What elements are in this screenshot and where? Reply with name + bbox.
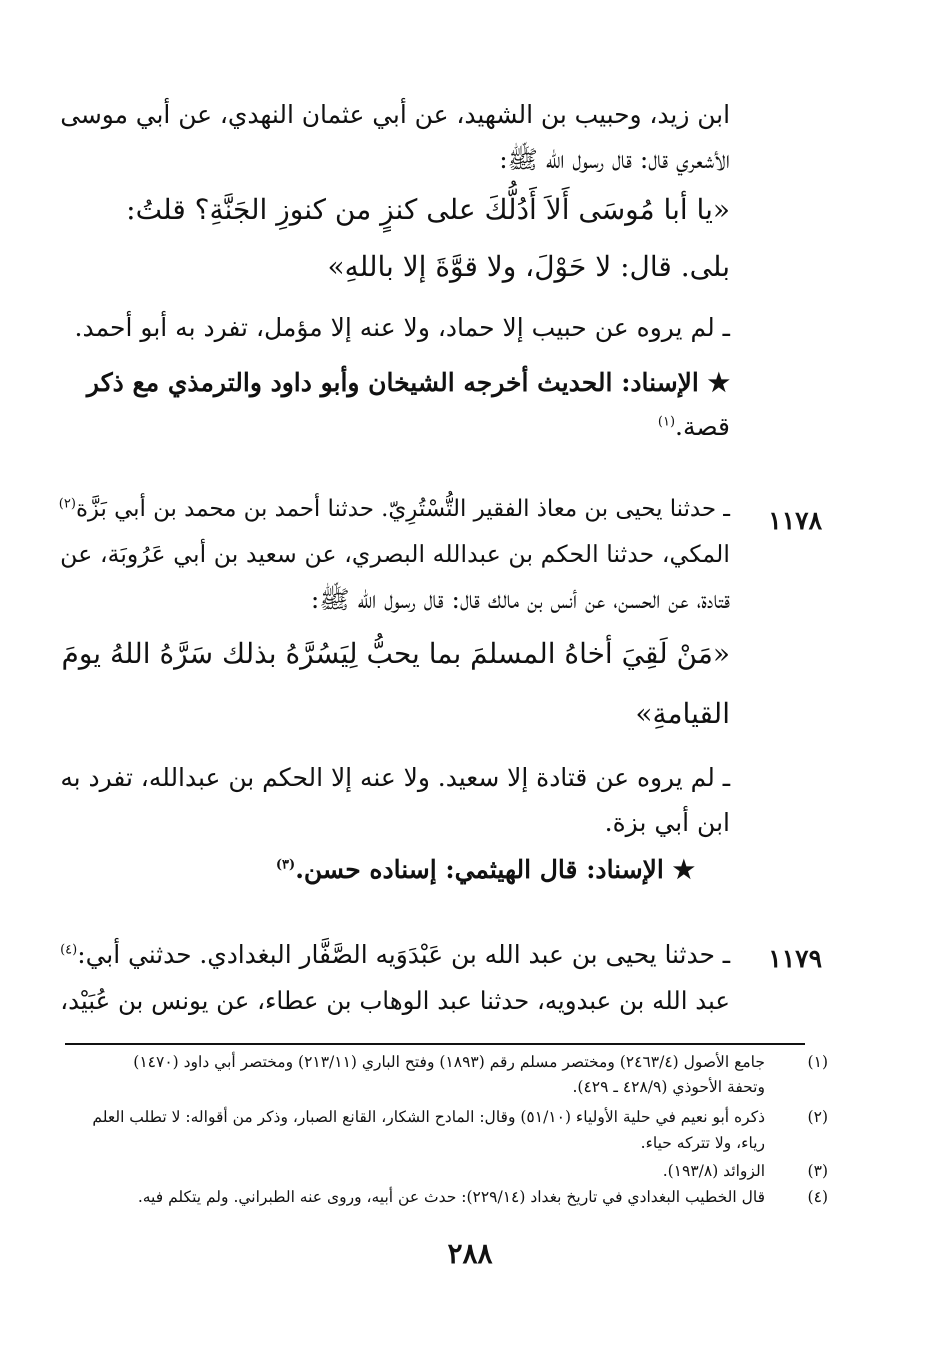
footnote-1-line-1: جامع الأصول (٢٤٦٣/٤) ومختصر مسلم رقم (١٨٩٣) وفتح الباري (٢١٣/١١) ومختصر أبي داود (١٤٧٠)	[133, 1053, 765, 1071]
footnote-separator	[65, 1043, 805, 1045]
hadith-1179-line-2: عبد الله بن عبدويه، حدثنا عبد الوهاب بن عطاء، عن يونس بن عُبَيْد،	[60, 986, 730, 1015]
footnote-ref-4[interactable]: (٤)	[60, 942, 78, 958]
hadith-quote-line-1: «يا أبا مُوسَى أَلاَ أَدُلُّكَ على كنزٍ من كنوزِ الجَنَّةِ؟ قلتُ:	[126, 193, 730, 226]
text-line-1: ابن زيد، وحبيب بن الشهيد، عن أبي عثمان النهدي، عن أبي موسى	[60, 100, 730, 129]
isnad-line-3: ★ الإسناد: قال الهيثمي: إسناده حسن.$^{(٣)}$	[275, 855, 695, 884]
footnote-1-line-2: وتحفة الأحوذي (٤٢٨/٩ ـ ٤٢٩).	[572, 1078, 765, 1096]
text-line-2: الأشعري قال: قال رسول الله ﷺ:	[499, 145, 730, 174]
hadith-1179-line-1: ـ حدثنا يحيى بن عبد الله بن عَبْدَوَيه الصَّفَّار البغدادي. حدثني أبي:$^{(٤)}$	[60, 940, 730, 969]
commentary-line-3: ابن أبي بزة.	[604, 808, 730, 837]
hadith-quote-line-2: بلى. قال: لا حَوْلَ، ولا قوَّةَ إلا باللهِ»	[327, 250, 730, 283]
footnote-3-number: (٣)	[807, 1162, 828, 1180]
isnad-line-2: قصة.$^{(١)}$	[657, 412, 730, 441]
isnad-line-1: ★ الإسناد: الحديث أخرجه الشيخان وأبو داود والترمذي مع ذكر	[86, 368, 730, 397]
hadith-number-1179: ١١٧٩	[768, 944, 822, 973]
hadith-quote-line-4: القيامةِ»	[635, 697, 730, 730]
hadith-number-1178: ١١٧٨	[768, 506, 822, 535]
footnote-1-number: (١)	[807, 1053, 828, 1071]
footnote-ref-1[interactable]: (١)	[657, 414, 676, 430]
footnote-ref-3[interactable]: (٣)	[275, 857, 296, 873]
footnote-2-line-1: ذكره أبو نعيم في حلية الأولياء (٥١/١٠) وقال: المادح الشكار، القانع الصبار، وذكر من أقواله: لا تطلب العلم	[92, 1108, 765, 1126]
commentary-line: ـ لم يروه عن حبيب إلا حماد، ولا عنه إلا مؤمل، تفرد به أبو أحمد.	[74, 313, 730, 342]
footnote-2-number: (٢)	[807, 1108, 828, 1126]
hadith-1178-line-2: المكي، حدثنا الحكم بن عبدالله البصري، عن سعيد بن أبي عَرُوبَة، عن	[60, 540, 730, 568]
hadith-1178-line-3: قتادة، عن الحسن، عن أنس بن مالك قال: قال رسول الله ﷺ:	[310, 585, 730, 614]
footnote-4-line-1: قال الخطيب البغدادي في تاريخ بغداد (٢٢٩/١٤): حدث عن أبيه، وروى عنه الطبراني. ولم يتكلم فيه.	[137, 1188, 765, 1206]
footnote-4-number: (٤)	[807, 1188, 828, 1206]
page-number: ٢٨٨	[447, 1237, 493, 1270]
hadith-1178-line-1: ـ حدثنا يحيى بن معاذ الفقير التُّسْتُرِيّ. حدثنا أحمد بن محمد بن أبي بَزَّة$^{(٢)}$	[58, 496, 730, 522]
commentary-line-2: ـ لم يروه عن قتادة إلا سعيد. ولا عنه إلا الحكم بن عبدالله، تفرد به	[60, 763, 730, 792]
footnote-3-line-1: الزوائد (١٩٣/٨).	[662, 1162, 765, 1180]
footnote-2-line-2: رياء، ولا تتركه حياء.	[640, 1134, 765, 1152]
hadith-quote-line-3: «مَنْ لَقِيَ أخاهُ المسلمَ بما يحبُّ لِيَسُرَّهُ بذلك سَرَّهُ اللهُ يومَ	[61, 637, 730, 670]
footnote-ref-2[interactable]: (٢)	[58, 496, 76, 512]
